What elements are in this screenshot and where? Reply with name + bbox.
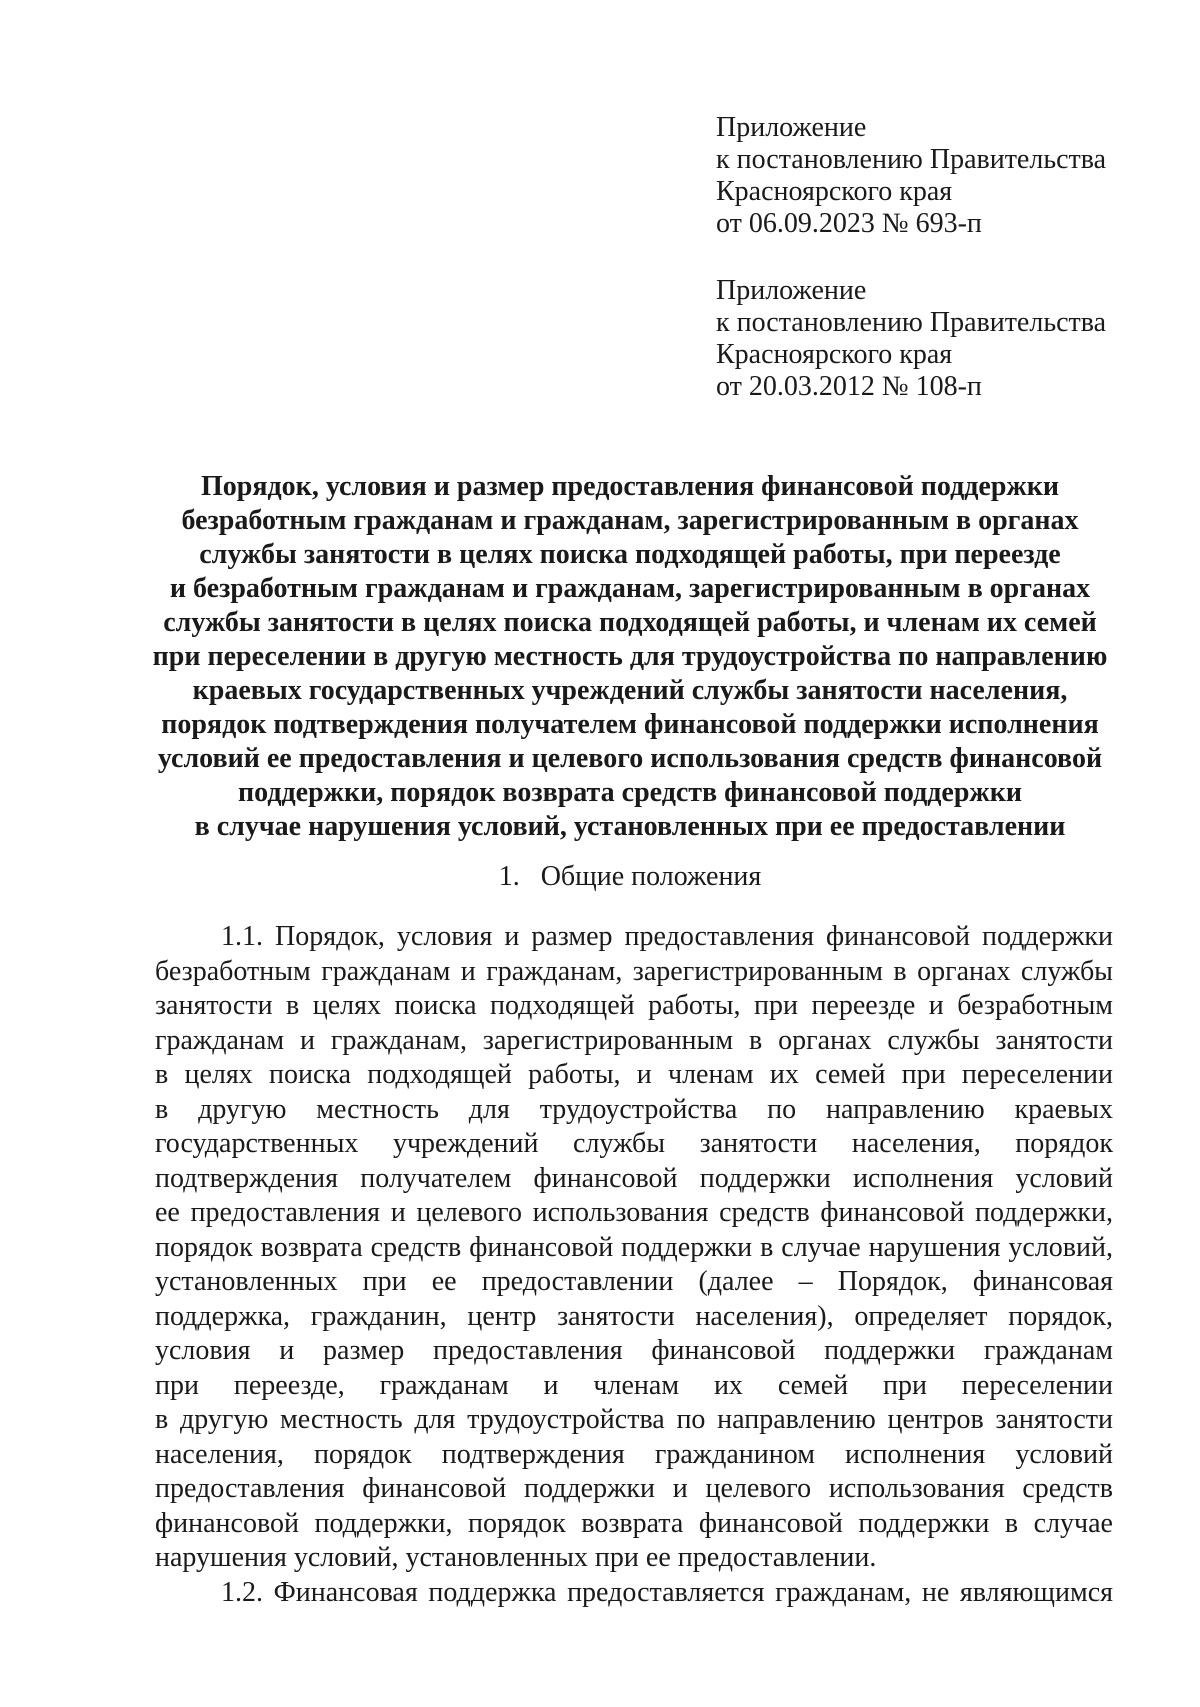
appendix-region: Красноярского края	[716, 176, 953, 207]
paragraph-line: порядок возврата средств финансовой поддержки в случае нарушения условий,	[155, 1231, 1113, 1263]
appendix-region: Красноярского края	[716, 339, 953, 370]
title-line: в случае нарушения условий, установленных при ее предоставлении	[194, 811, 1066, 842]
paragraph-line: поддержка, гражданин, центр занятости населения), определяет порядок,	[155, 1300, 1113, 1332]
paragraph-line: гражданам и гражданам, зарегистрированным в органах службы занятости	[155, 1024, 1113, 1056]
appendix-block-original	[716, 275, 1176, 403]
appendix-block-current	[716, 112, 1176, 240]
paragraph-line: условия и размер предоставления финансовой поддержки гражданам	[155, 1335, 1113, 1366]
paragraph-line: ее предоставления и целевого использования средств финансовой поддержки,	[155, 1197, 1113, 1228]
title-line: порядок подтверждения получателем финансовой поддержки исполнения	[161, 709, 1099, 740]
paragraph-line: безработным гражданам и гражданам, зарегистрированным в органах службы	[155, 955, 1113, 987]
paragraph-line: государственных учреждений службы занятости населения, порядок	[155, 1128, 1113, 1159]
title-line: службы занятости в целях поиска подходящей работы, и членам их семей	[163, 607, 1097, 638]
title-line: службы занятости в целях поиска подходящей работы, при переезде	[199, 539, 1061, 570]
paragraph-line: нарушения условий, установленных при ее предоставлении.	[155, 1542, 877, 1573]
appendix-label: Приложение	[716, 275, 867, 306]
title-line: и безработным гражданам и гражданам, зарегистрированным в органах	[169, 573, 1091, 604]
paragraph-line: при переезде, гражданам и членам их семей при переселении	[155, 1369, 1113, 1401]
paragraph-line: 1.1. Порядок, условия и размер предоставления финансовой поддержки	[221, 921, 1113, 952]
paragraph-line: установленных при ее предоставлении (далее – Порядок, финансовая	[155, 1266, 1113, 1297]
paragraph-line: в другую местность для трудоустройства по направлению краевых	[155, 1093, 1113, 1125]
title-line: при переселении в другую местность для трудоустройства по направлению	[152, 641, 1108, 672]
appendix-resolution-ref: к постановлению Правительства	[716, 144, 1107, 175]
appendix-date-number: от 20.03.2012 № 108-п	[716, 371, 982, 402]
appendix-label: Приложение	[716, 112, 867, 143]
title-line: краевых государственных учреждений службы занятости населения,	[192, 675, 1068, 706]
paragraph-line: предоставления финансовой поддержки и целевого использования средств	[155, 1473, 1113, 1504]
body-text	[155, 920, 1113, 1610]
title-line: Порядок, условия и размер предоставления финансовой поддержки	[201, 471, 1059, 502]
title-line: поддержки, порядок возврата средств финансовой поддержки	[238, 777, 1022, 808]
document-title	[140, 470, 1120, 844]
paragraph-line: 1.2. Финансовая поддержка предоставляется гражданам, не являющимся	[221, 1576, 1113, 1608]
paragraph-line: населения, порядок подтверждения гражданином исполнения условий	[155, 1438, 1113, 1470]
title-line: условий ее предоставления и целевого использования средств финансовой	[157, 743, 1103, 774]
paragraph-line: финансовой поддержки, порядок возврата финансовой поддержки в случае	[155, 1507, 1113, 1539]
paragraph-line: занятости в целях поиска подходящей работы, при переезде и безработным	[155, 990, 1113, 1021]
paragraph-line: в целях поиска подходящей работы, и членам их семей при переселении	[155, 1059, 1113, 1090]
appendix-date-number: от 06.09.2023 № 693-п	[716, 208, 982, 239]
paragraph-line: в другую местность для трудоустройства по направлению центров занятости	[155, 1404, 1113, 1435]
section-heading: 1. Общие положения	[498, 861, 762, 892]
appendix-resolution-ref: к постановлению Правительства	[716, 307, 1107, 338]
title-line: безработным гражданам и гражданам, зарегистрированным в органах	[181, 505, 1079, 536]
paragraph-line: подтверждения получателем финансовой поддержки исполнения условий	[155, 1162, 1113, 1194]
